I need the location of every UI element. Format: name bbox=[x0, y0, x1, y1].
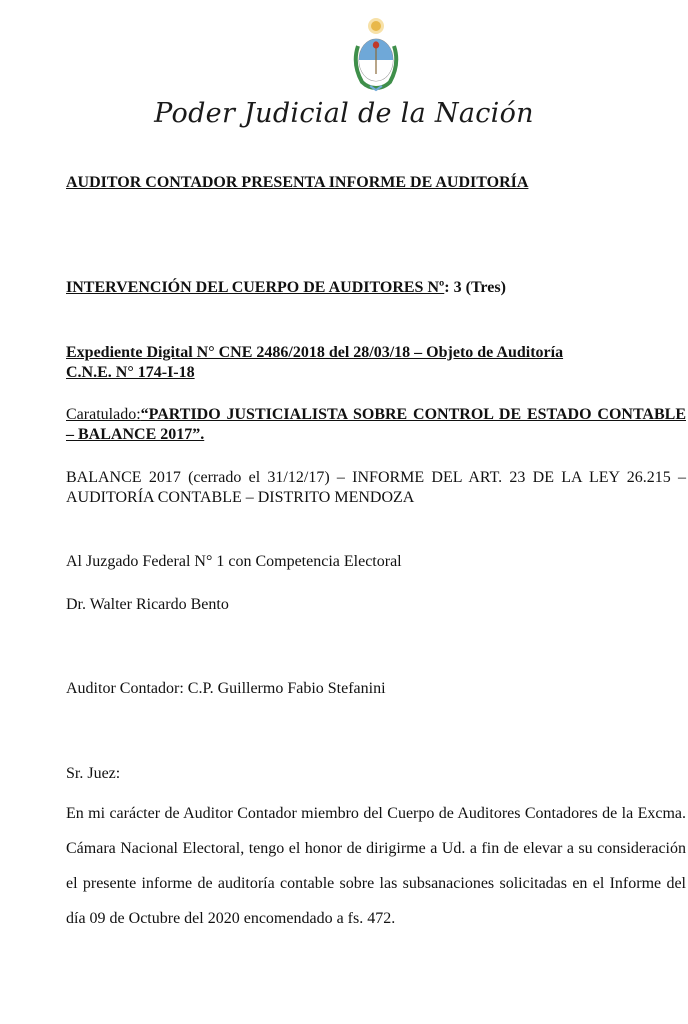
intervention-line bbox=[66, 278, 506, 298]
expediente-line-2: C.N.E. N° 174-I-18 bbox=[66, 364, 195, 381]
coat-of-arms-icon bbox=[348, 16, 404, 92]
body-paragraph: En mi carácter de Auditor Contador miembro del Cuerpo de Auditores Contadores de la Excma. Cámara Nacional Electoral, tengo el honor de dirigirme a Ud. a fin de elevar a su consideración el presente informe de auditoría contable sobre las subsanaciones solicitadas en el Informe del día 09 de Octubre del 2020 encomendado a fs. 472. bbox=[66, 805, 686, 927]
addressee: Al Juzgado Federal N° 1 con Competencia Electoral bbox=[66, 553, 402, 570]
caratulado-text: “PARTIDO JUSTICIALISTA SOBRE CONTROL DE ESTADO CONTABLE – BALANCE 2017”. bbox=[66, 406, 686, 443]
auditor-name: Auditor Contador: C.P. Guillermo Fabio Stefanini bbox=[66, 680, 386, 697]
caratulado-label: Caratulado: bbox=[66, 406, 141, 423]
judge-name: Dr. Walter Ricardo Bento bbox=[66, 596, 229, 613]
intervention-value: : 3 (Tres) bbox=[444, 279, 506, 296]
sun-rays bbox=[368, 18, 384, 34]
expediente-line-1: Expediente Digital N° CNE 2486/2018 del 28/03/18 – Objeto de Auditoría bbox=[66, 344, 564, 361]
intervention-label: INTERVENCIÓN DEL CUERPO DE AUDITORES Nº bbox=[66, 279, 445, 296]
balance-text: BALANCE 2017 (cerrado el 31/12/17) – INFORME DEL ART. 23 DE LA LEY 26.215 – AUDITORÍA CONTABLE – DISTRITO MENDOZA bbox=[66, 469, 686, 506]
caratulado bbox=[66, 405, 686, 445]
document-title: AUDITOR CONTADOR PRESENTA INFORME DE AUDITORÍA bbox=[66, 174, 529, 191]
salutation: Sr. Juez: bbox=[66, 765, 121, 782]
institution-header: Poder Judicial de la Nación bbox=[154, 98, 534, 129]
